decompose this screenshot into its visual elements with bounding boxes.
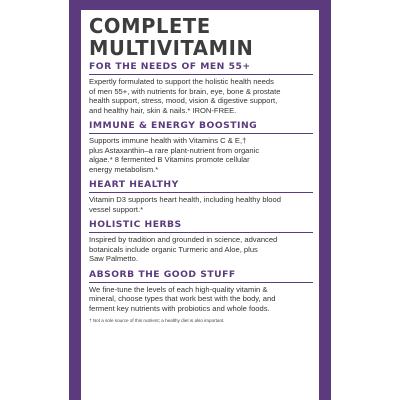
body-line: and healthy hair, skin & nails.* IRON-FREE. — [89, 105, 237, 115]
product-title-line-2: MULTIVITAMIN — [89, 36, 254, 61]
section-heading: ABSORB THE GOOD STUFF — [89, 269, 313, 283]
footnote: † Not a sole source of this nutrient; a healthy diet is also important. — [89, 318, 225, 323]
section-body — [89, 195, 313, 214]
panel-border-right — [319, 0, 331, 400]
panel-border-left — [69, 0, 81, 400]
body-line: mineral, choose types that work best with the body, and — [89, 294, 276, 303]
section-heart-healthy — [89, 179, 313, 214]
body-line: algae.* 8 fermented B Vitamins promote cellular — [89, 155, 250, 164]
body-line: vessel support.* — [89, 204, 144, 214]
body-line: Vitamin D3 supports heart health, including healthy blood — [89, 195, 281, 204]
body-line: plus Astaxanthin–a rare plant-nutrient from organic — [89, 145, 260, 155]
section-body — [89, 235, 313, 264]
section-body — [89, 285, 313, 314]
section-heading: HEART HEALTHY — [89, 179, 313, 193]
product-title-line-1: COMPLETE — [89, 13, 211, 39]
body-line: energy metabolism.* — [89, 164, 159, 174]
body-line: Expertly formulated to support the holistic health needs — [89, 77, 274, 86]
body-line: Inspired by tradition and grounded in science, advanced — [89, 235, 278, 244]
section-heading: HOLISTIC HERBS — [89, 219, 313, 233]
body-line: Supports immune health with Vitamins C & E,† — [89, 136, 247, 145]
body-line: Saw Palmetto. — [89, 254, 138, 263]
section-heading: FOR THE NEEDS OF MEN 55+ — [89, 61, 313, 75]
label-content — [81, 10, 319, 400]
section-men-55 — [89, 61, 313, 115]
body-line: health support, stress, mood, vision & digestive support, — [89, 96, 278, 105]
body-line: ferment key nutrients with probiotics and whole foods. — [89, 303, 270, 313]
body-line: of men 55+, with nutrients for brain, eye, bone & prostate — [89, 86, 281, 96]
section-immune-energy — [89, 120, 313, 174]
body-line: botanicals include organic Turmeric and Aloe, plus — [89, 244, 258, 254]
section-body — [89, 136, 313, 174]
body-line: We fine-tune the levels of each high-quality vitamin & — [89, 284, 268, 294]
section-holistic-herbs — [89, 219, 313, 264]
panel-border-top — [69, 0, 331, 10]
section-body — [89, 77, 313, 115]
product-title — [89, 15, 313, 59]
section-heading: IMMUNE & ENERGY BOOSTING — [89, 120, 313, 134]
section-absorb — [89, 269, 313, 314]
